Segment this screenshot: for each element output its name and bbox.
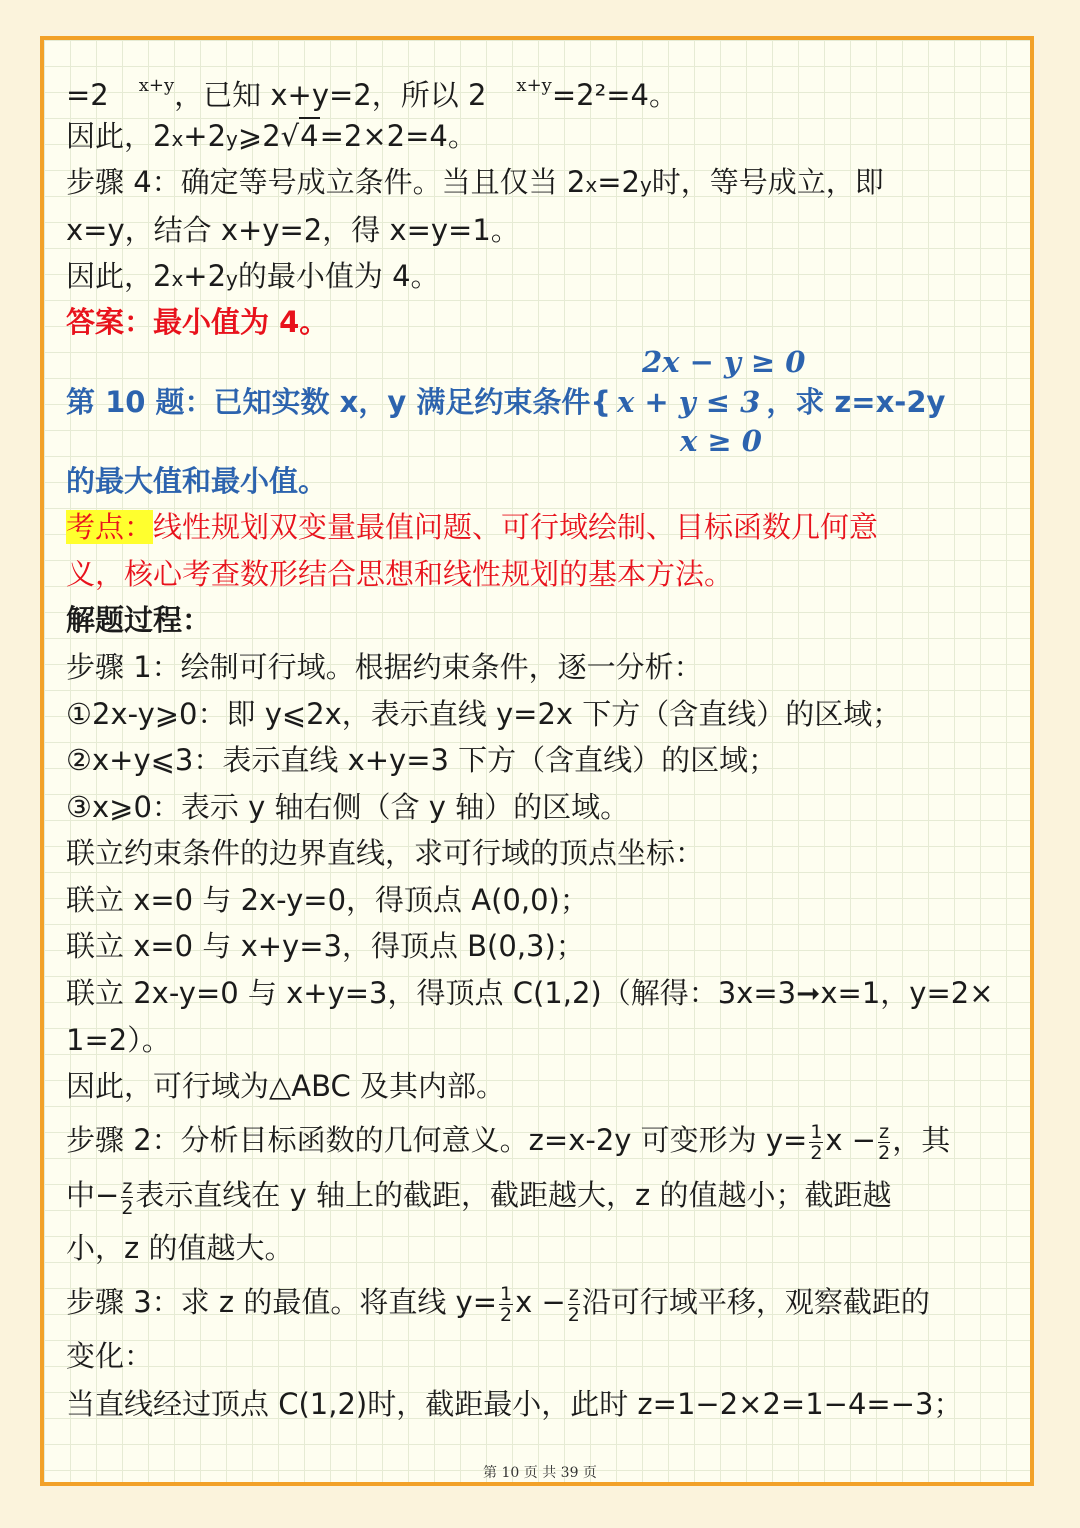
constraint-2: x + y ≤ 3 bbox=[617, 385, 761, 419]
answer-line: 答案：最小值为 4。 bbox=[66, 305, 329, 339]
constraint-1: 2x − y ≥ 0 bbox=[642, 345, 806, 379]
fraction-z-half: $\frac{z}{2}$ bbox=[121, 1175, 134, 1219]
fraction-half: $\frac{1}{2}$ bbox=[810, 1120, 823, 1164]
vertex-intro: 联立约束条件的边界直线，求可行域的顶点坐标： bbox=[66, 836, 705, 870]
step-2: 步骤 2：分析目标函数的几何意义。z=x-2y 可变形为 y= $\frac{1}{2}$ x − $\frac{z}{2}$ ，其 bbox=[66, 1120, 951, 1164]
kaodian-line-2: 义，核心考查数形结合思想和线性规划的基本方法。 bbox=[66, 557, 734, 591]
vertex-c: 联立 2x-y=0 与 x+y=3，得顶点 C(1,2)（解得：3x=3➞x=1，y=2× bbox=[66, 976, 994, 1010]
step-1-item-2: ②x+y⩽3：表示直线 x+y=3 下方（含直线）的区域； bbox=[66, 743, 778, 777]
kaodian-label: 考点： bbox=[66, 510, 154, 544]
line-3: 步骤 4：确定等号成立条件。当且仅当 2x=2y时，等号成立，即 bbox=[66, 165, 884, 199]
line-2: 因此，2x+2y⩾2√4=2×2=4。 bbox=[66, 119, 477, 153]
step-1: 步骤 1：绘制可行域。根据约束条件，逐一分析： bbox=[66, 650, 703, 684]
step-3-result: 当直线经过顶点 C(1,2)时，截距最小，此时 z=1−2×2=1−4=−3； bbox=[66, 1387, 963, 1421]
vertex-a: 联立 x=0 与 2x-y=0，得顶点 A(0,0)； bbox=[66, 883, 589, 917]
step-1-item-1: ①2x-y⩾0：即 y⩽2x，表示直线 y=2x 下方（含直线）的区域； bbox=[66, 697, 902, 731]
vertex-c-cont: 1=2）。 bbox=[66, 1023, 171, 1057]
step-2-cont: 中− $\frac{z}{2}$ 表示直线在 y 轴上的截距，截距越大，z 的值越小；截距越 bbox=[66, 1175, 892, 1219]
solve-title: 解题过程： bbox=[66, 603, 212, 637]
step-2-end: 小，z 的值越大。 bbox=[66, 1231, 294, 1265]
constraint-3: x ≥ 0 bbox=[680, 424, 762, 458]
vertex-b: 联立 x=0 与 x+y=3，得顶点 B(0,3)； bbox=[66, 929, 585, 963]
step-3-cont: 变化： bbox=[66, 1339, 154, 1373]
line-1: =2 $^{x+y}$，已知 x+y=2，所以 2 $^{x+y}$=2²=4。 bbox=[66, 75, 678, 112]
fraction-z-half: $\frac{z}{2}$ bbox=[567, 1282, 580, 1326]
fraction-z-half: $\frac{z}{2}$ bbox=[878, 1120, 891, 1164]
question-10-title: 第 10 题：已知实数 x，y 满足约束条件{ x + y ≤ 3 ，求 z=x-2y bbox=[66, 385, 946, 419]
line-4: x=y，结合 x+y=2，得 x=y=1。 bbox=[66, 213, 520, 247]
question-10-cont: 的最大值和最小值。 bbox=[66, 464, 328, 498]
kaodian-line-1: 考点：线性规划双变量最值问题、可行域绘制、目标函数几何意 bbox=[66, 510, 879, 544]
page-footer: 第 10 页 共 39 页 bbox=[483, 1465, 597, 1481]
line-5: 因此，2x+2y的最小值为 4。 bbox=[66, 259, 440, 293]
step-1-item-3: ③x⩾0：表示 y 轴右侧（含 y 轴）的区域。 bbox=[66, 790, 630, 824]
feasible-region: 因此，可行域为△ABC 及其内部。 bbox=[66, 1069, 505, 1103]
step-3: 步骤 3：求 z 的最值。将直线 y= $\frac{1}{2}$ x − $\frac{z}{2}$ 沿可行域平移，观察截距的 bbox=[66, 1282, 930, 1326]
fraction-half: $\frac{1}{2}$ bbox=[500, 1282, 513, 1326]
